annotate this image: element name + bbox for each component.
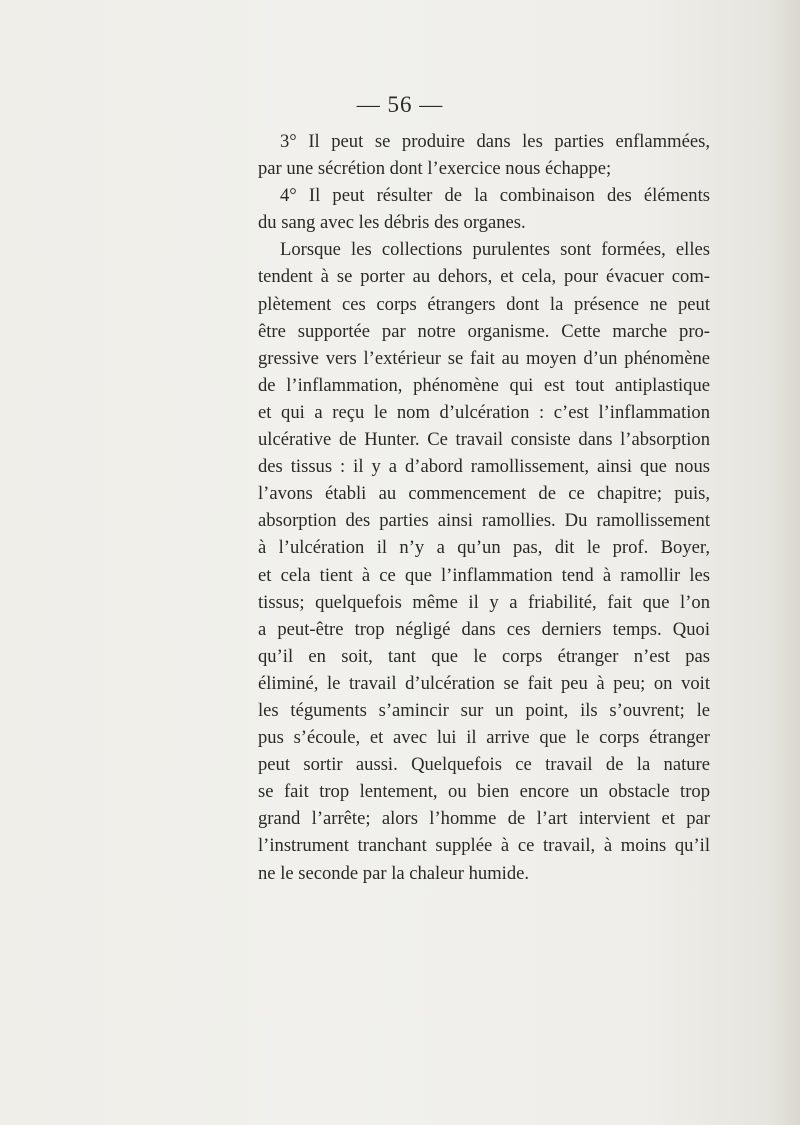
- text-line: absorption des parties ainsi ramollies. Du ramollissement: [258, 510, 710, 532]
- text-line: ulcérative de Hunter. Ce travail consiste dans l’absorption: [258, 429, 710, 451]
- text-line: tissus; quelquefois même il y a friabilité, fait que l’on: [258, 591, 710, 613]
- text-line: et qui a reçu le nom d’ulcération : c’est l’inflammation: [258, 401, 710, 423]
- text-line: à l’ulcération il n’y a qu’un pas, dit le prof. Boyer,: [258, 537, 710, 559]
- text-line: pus s’écoule, et avec lui il arrive que le corps étranger: [258, 727, 710, 749]
- text-line: peut sortir aussi. Quelquefois ce travail de la nature: [258, 754, 710, 776]
- text-line: gressive vers l’extérieur se fait au moyen d’un phénomène: [258, 347, 710, 369]
- text-line: tendent à se porter au dehors, et cela, pour évacuer com-: [258, 266, 710, 288]
- text-line: plètement ces corps étrangers dont la présence ne peut: [258, 293, 710, 315]
- body-text: [258, 128, 710, 887]
- text-line: des tissus : il y a d’abord ramollissement, ainsi que nous: [258, 456, 710, 478]
- text-line: 3° Il peut se produire dans les parties enflammées,: [280, 131, 710, 152]
- text-line: éliminé, le travail d’ulcération se fait peu à peu; on voit: [258, 672, 710, 694]
- text-line: de l’inflammation, phénomène qui est tout antiplastique: [258, 374, 710, 396]
- text-line: grand l’arrête; alors l’homme de l’art intervient et par: [258, 808, 710, 830]
- text-line: l’avons établi au commencement de ce chapitre; puis,: [258, 483, 710, 505]
- text-line: par une sécrétion dont l’exercice nous échappe;: [258, 158, 612, 180]
- text-line: se fait trop lentement, ou bien encore un obstacle trop: [258, 781, 710, 803]
- text-line: Lorsque les collections purulentes sont formées, elles: [280, 239, 710, 261]
- text-line: les téguments s’amincir sur un point, ils s’ouvrent; le: [258, 699, 710, 721]
- page-number: — 56 —: [356, 92, 444, 117]
- text-line: l’instrument tranchant supplée à ce travail, à moins qu’il: [258, 835, 710, 857]
- text-line: qu’il en soit, tant que le corps étranger n’est pas: [258, 645, 710, 667]
- text-line: être supportée par notre organisme. Cette marche pro-: [258, 320, 710, 342]
- text-line: du sang avec les débris des organes.: [258, 212, 526, 234]
- text-line: ne le seconde par la chaleur humide.: [258, 862, 530, 884]
- text-line: et cela tient à ce que l’inflammation tend à ramollir les: [258, 564, 710, 586]
- text-line: a peut-être trop négligé dans ces derniers temps. Quoi: [258, 618, 710, 640]
- text-line: 4° Il peut résulter de la combinaison des éléments: [280, 185, 710, 207]
